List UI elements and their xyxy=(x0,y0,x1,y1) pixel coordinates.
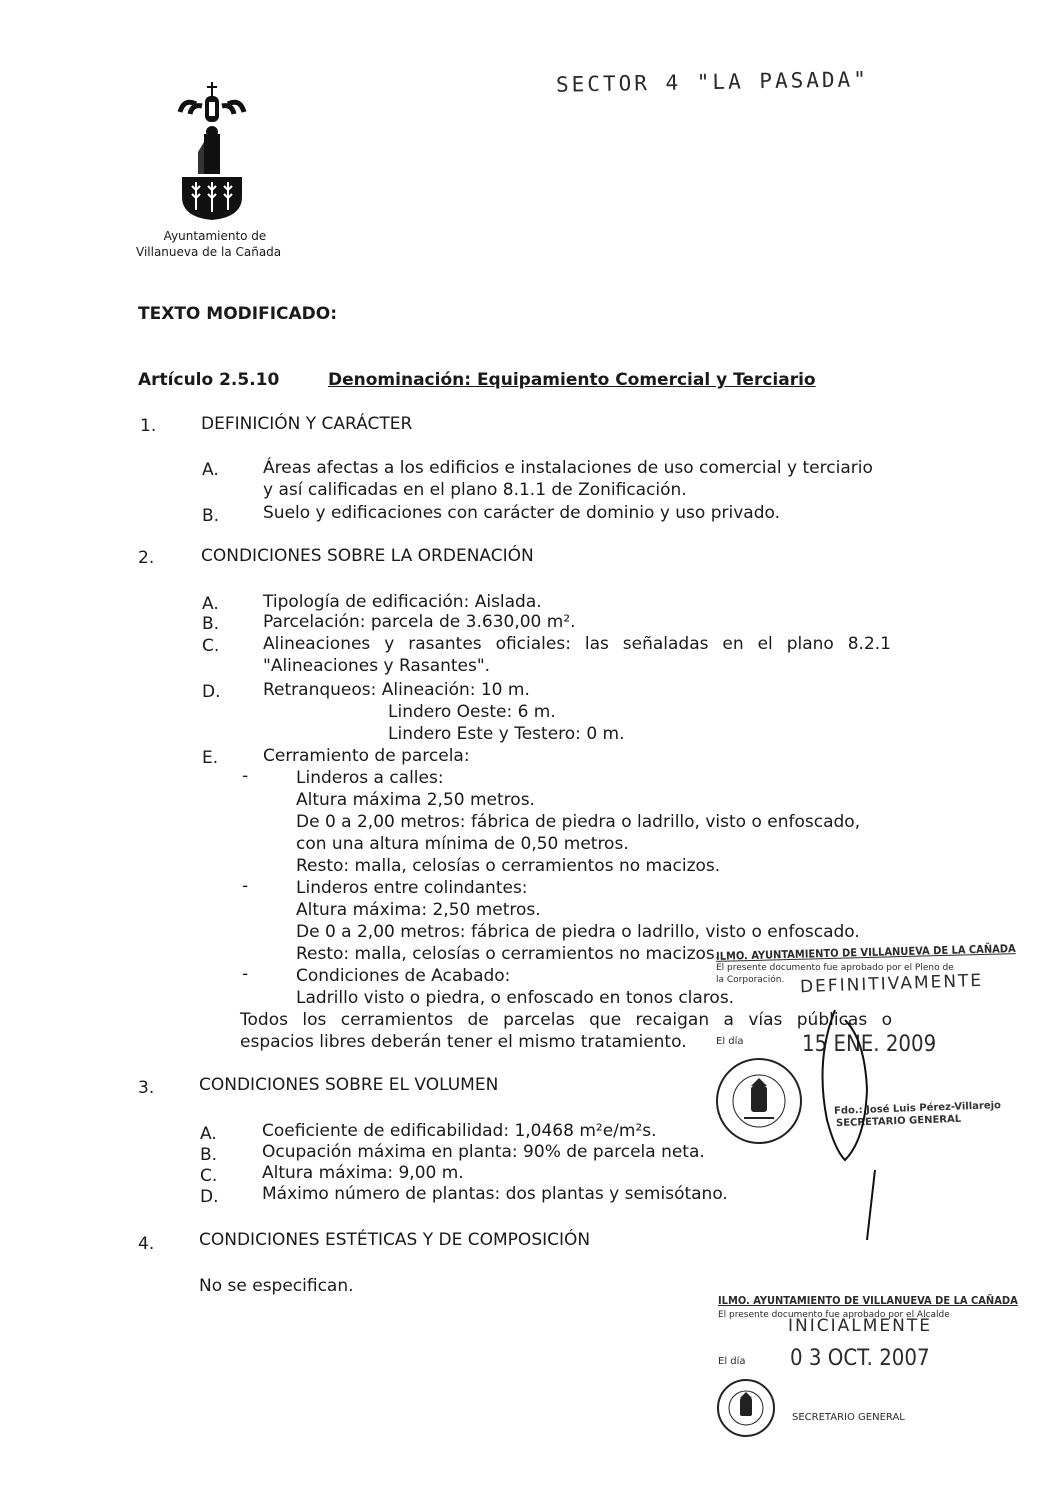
fence-text: Resto: malla, celosías o cerramientos no macizos. xyxy=(296,856,721,876)
fence-title: Linderos entre colindantes: xyxy=(296,878,528,898)
handwritten-sector-note: SECTOR 4 "LA PASADA" xyxy=(555,67,870,97)
fence-text: con una altura mínima de 0,50 metros. xyxy=(296,834,629,854)
stamp-date-label: El día xyxy=(718,1356,746,1367)
fence-title: Linderos a calles: xyxy=(296,768,444,788)
item-letter: A. xyxy=(202,460,219,480)
item-letter: B. xyxy=(202,506,220,526)
item-letter: E. xyxy=(202,748,219,768)
fence-text: Altura máxima: 2,50 metros. xyxy=(296,900,541,920)
item-text: "Alineaciones y Rasantes". xyxy=(263,656,491,676)
fence-text: Ladrillo visto o piedra, o enfoscado en tonos claros. xyxy=(296,988,735,1008)
item-text: Retranqueos: Alineación: 10 m. xyxy=(263,680,530,700)
dash-bullet: - xyxy=(242,876,249,896)
official-seal-icon xyxy=(714,1056,804,1146)
stamp-signature: SECRETARIO GENERAL xyxy=(792,1412,905,1423)
coat-of-arms-logo xyxy=(172,82,252,222)
stamp-date: 15 ENE. 2009 xyxy=(802,1032,937,1057)
logo-caption-line1: Ayuntamiento de xyxy=(163,229,267,243)
closing-text: espacios libres deberán tener el mismo tratamiento. xyxy=(240,1032,687,1052)
dash-bullet: - xyxy=(242,964,249,984)
stamp-line: El presente documento fue aprobado por el Alcalde xyxy=(718,1310,950,1320)
item-text: Lindero Este y Testero: 0 m. xyxy=(388,724,625,744)
item-text: Altura máxima: 9,00 m. xyxy=(262,1163,464,1183)
dash-bullet: - xyxy=(242,766,249,786)
stamp-date-label: El día xyxy=(716,1036,744,1047)
section-title: CONDICIONES SOBRE EL VOLUMEN xyxy=(199,1075,499,1095)
stamp-header: ILMO. AYUNTAMIENTO DE VILLANUEVA DE LA CAÑADA xyxy=(715,942,1016,963)
item-text: Suelo y edificaciones con carácter de dominio y uso privado. xyxy=(263,503,780,523)
item-text: y así calificadas en el plano 8.1.1 de Zonificación. xyxy=(263,480,687,500)
section-title: DEFINICIÓN Y CARÁCTER xyxy=(201,414,413,434)
item-text: Máximo número de plantas: dos plantas y semisótano. xyxy=(262,1184,728,1204)
stamp-status: INICIALMENTE xyxy=(788,1316,932,1336)
stamp-signature-name: Fdo.: José Luis Pérez-Villarejo xyxy=(833,1100,1002,1117)
item-letter: D. xyxy=(200,1187,219,1207)
item-text: Áreas afectas a los edificios e instalaciones de uso comercial y terciario xyxy=(263,458,873,478)
stamp-status: DEFINITIVAMENTE xyxy=(799,970,984,998)
fence-text: Altura máxima 2,50 metros. xyxy=(296,790,535,810)
fence-text: De 0 a 2,00 metros: fábrica de piedra o ladrillo, visto o enfoscado. xyxy=(296,922,860,942)
item-letter: B. xyxy=(200,1145,218,1165)
stamp-line: El presente documento fue aprobado por el Pleno de xyxy=(716,963,954,973)
stamp-line: la Corporación. xyxy=(716,975,785,985)
item-text: Ocupación máxima en planta: 90% de parcela neta. xyxy=(262,1142,705,1162)
article-number: Artículo 2.5.10 xyxy=(138,370,280,390)
item-text: Parcelación: parcela de 3.630,00 m². xyxy=(263,612,576,632)
stamp-header: ILMO. AYUNTAMIENTO DE VILLANUEVA DE LA CAÑADA xyxy=(718,1294,1018,1307)
item-letter: B. xyxy=(202,614,220,634)
item-letter: A. xyxy=(202,594,219,614)
item-text: Coeficiente de edificabilidad: 1,0468 m²e/m²s. xyxy=(262,1121,657,1141)
item-letter: C. xyxy=(202,636,220,656)
fence-text: Resto: malla, celosías o cerramientos no macizos. xyxy=(296,944,721,964)
handwritten-signature xyxy=(805,1000,885,1240)
logo-caption-line2: Villanueva de la Cañada xyxy=(136,245,282,259)
item-text: Cerramiento de parcela: xyxy=(263,746,470,766)
section-title: CONDICIONES ESTÉTICAS Y DE COMPOSICIÓN xyxy=(199,1230,591,1250)
fence-title: Condiciones de Acabado: xyxy=(296,966,511,986)
item-text: Alineaciones y rasantes oficiales: las señaladas en el plano 8.2.1 xyxy=(263,634,891,654)
document-heading: TEXTO MODIFICADO: xyxy=(138,304,338,324)
article-title: Denominación: Equipamiento Comercial y Terciario xyxy=(328,370,816,390)
fence-text: De 0 a 2,00 metros: fábrica de piedra o ladrillo, visto o enfoscado, xyxy=(296,812,861,832)
section-number: 1. xyxy=(140,416,157,436)
item-text: Tipología de edificación: Aislada. xyxy=(263,592,542,612)
item-letter: D. xyxy=(202,682,221,702)
item-letter: C. xyxy=(200,1166,218,1186)
section-number: 2. xyxy=(138,548,155,568)
official-seal-icon xyxy=(716,1378,776,1438)
section-number: 3. xyxy=(138,1078,155,1098)
section-number: 4. xyxy=(138,1234,155,1254)
section-body: No se especifican. xyxy=(199,1276,354,1296)
closing-text: Todos los cerramientos de parcelas que recaigan a vías públicas o xyxy=(240,1010,892,1030)
stamp-signature-title: SECRETARIO GENERAL xyxy=(835,1113,962,1130)
item-letter: A. xyxy=(200,1124,217,1144)
item-text: Lindero Oeste: 6 m. xyxy=(388,702,556,722)
section-title: CONDICIONES SOBRE LA ORDENACIÓN xyxy=(201,546,534,566)
stamp-date: 0 3 OCT. 2007 xyxy=(790,1346,930,1371)
